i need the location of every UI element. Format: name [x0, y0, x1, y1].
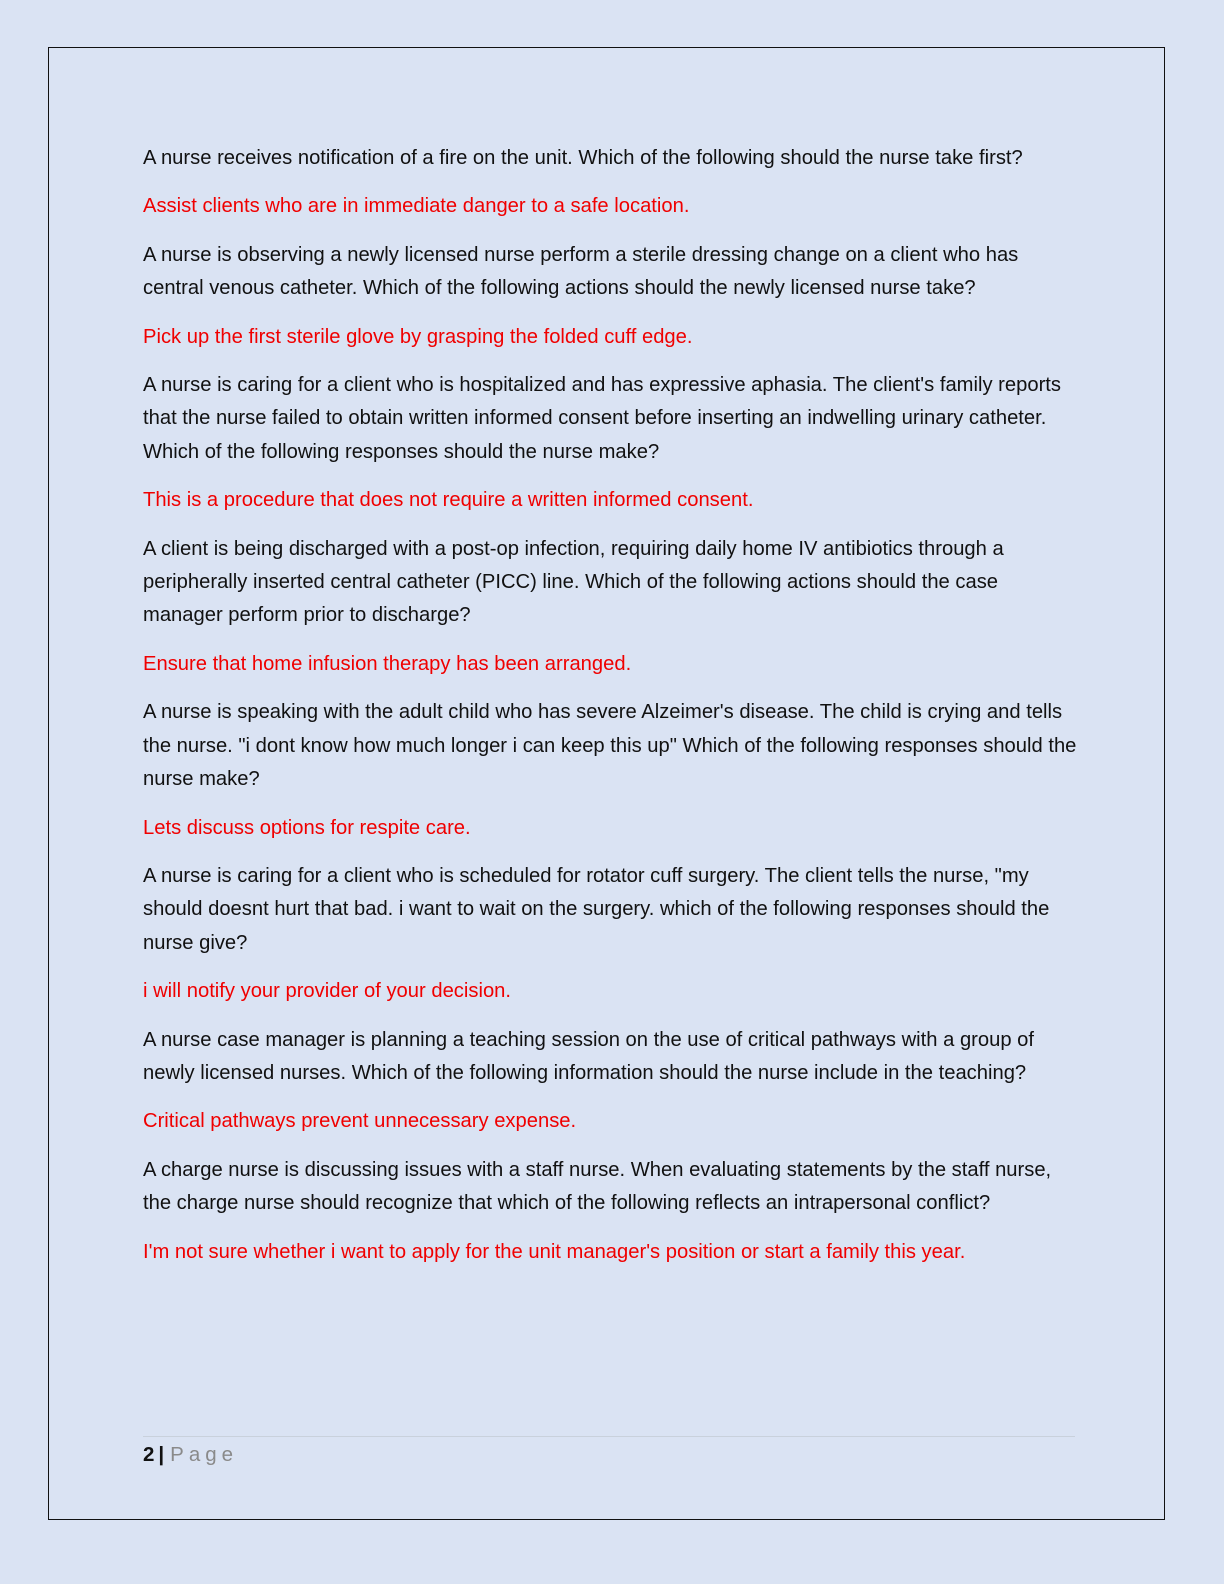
answer-7: Critical pathways prevent unnecessary expense.	[143, 1110, 577, 1133]
page-number: 2	[143, 1443, 155, 1466]
answer-1: Assist clients who are in immediate danger to a safe location.	[143, 195, 690, 218]
answer-4: Ensure that home infusion therapy has been arranged.	[143, 652, 632, 675]
question-7: A nurse case manager is planning a teaching session on the use of critical pathways with a group of newly licensed nurses. Which of the following information should the nurse include in the teaching?	[143, 1028, 1035, 1084]
document-body	[143, 142, 1078, 1284]
answer-5: Lets discuss options for respite care.	[143, 816, 471, 839]
answer-8: I'm not sure whether i want to apply for the unit manager's position or start a family this year.	[143, 1240, 966, 1263]
answer-2: Pick up the first sterile glove by grasping the folded cuff edge.	[143, 325, 693, 348]
footer-separator: |	[158, 1443, 165, 1466]
answer-3: This is a procedure that does not require a written informed consent.	[143, 489, 754, 512]
question-6: A nurse is caring for a client who is scheduled for rotator cuff surgery. The client tells the nurse, "my should doesnt hurt that bad. i want to wait on the surgery. which of the following responses should the nurse give?	[143, 864, 1050, 954]
question-2: A nurse is observing a newly licensed nurse perform a sterile dressing change on a client who has central venous catheter. Which of the following actions should the newly licensed nurse take?	[143, 243, 1019, 300]
question-5: A nurse is speaking with the adult child who has severe Alzeimer's disease. The child is crying and tells the nurse. "i dont know how much longer i can keep this up" Which of the following responses should the nurse make?	[143, 701, 1077, 791]
question-8: A charge nurse is discussing issues with a staff nurse. When evaluating statements by the staff nurse, the charge nurse should recognize that which of the following reflects an intrapersonal conflict?	[143, 1158, 1052, 1215]
page-footer	[143, 1436, 1075, 1469]
page-label: Page	[170, 1443, 239, 1466]
question-4: A client is being discharged with a post-op infection, requiring daily home IV antibiotics through a peripherally inserted central catheter (PICC) line. Which of the following actions should the case manager perform prior to discharge?	[143, 537, 1004, 627]
answer-6: i will notify your provider of your decision.	[143, 980, 512, 1003]
question-3: A nurse is caring for a client who is hospitalized and has expressive aphasia. The client's family reports that the nurse failed to obtain written informed consent before inserting an indwelling urinary catheter. Which of the following responses should the nurse make?	[143, 374, 1061, 463]
question-1: A nurse receives notification of a fire on the unit. Which of the following should the nurse take first?	[143, 147, 1023, 169]
